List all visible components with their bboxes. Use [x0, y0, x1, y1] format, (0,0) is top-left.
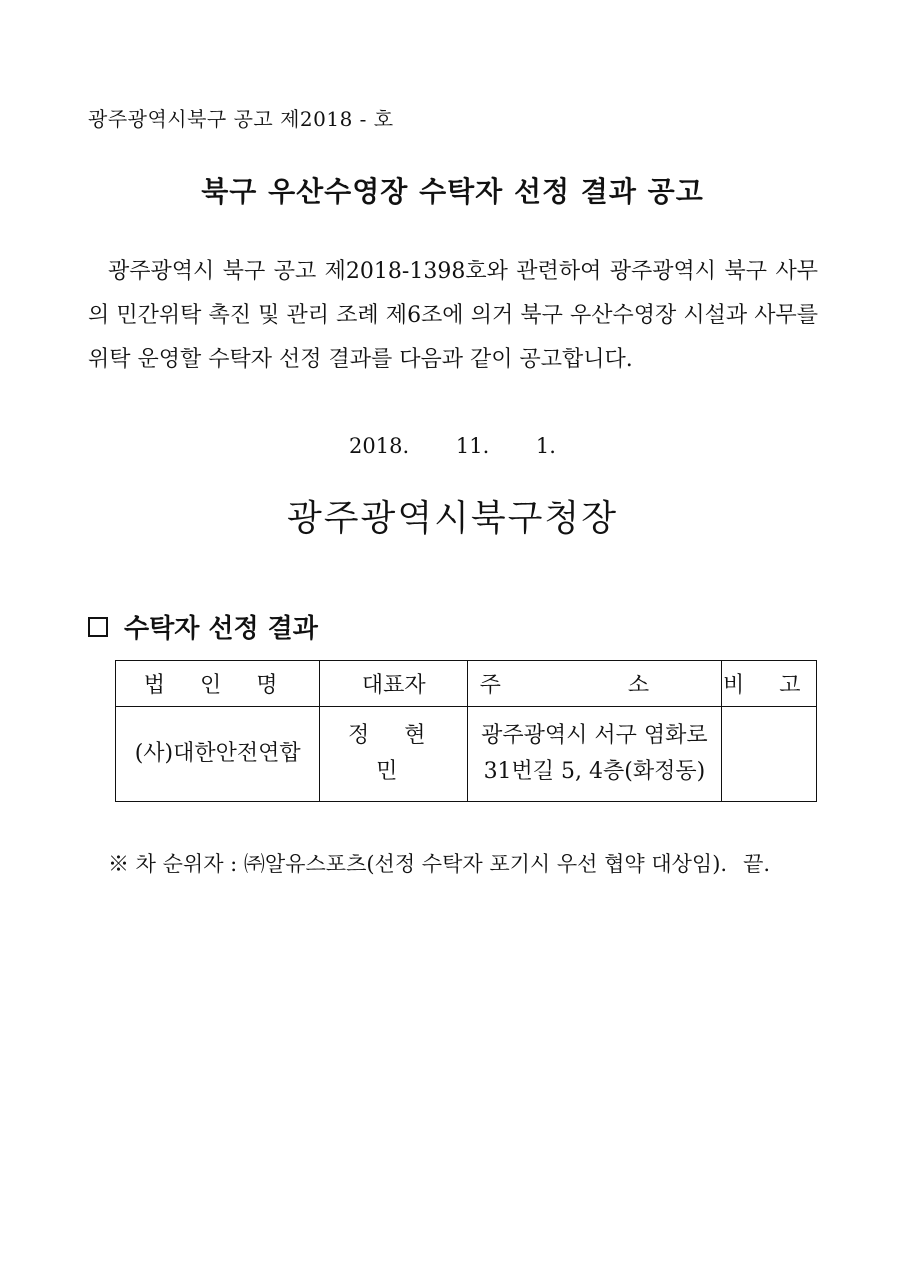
results-table	[115, 660, 817, 802]
document-title: 북구 우산수영장 수탁자 선정 결과 공고	[201, 175, 704, 208]
header-address: 주 소	[468, 661, 721, 707]
address-line-2: 31번길 5, 4층(화정동)	[483, 759, 706, 784]
checkbox-icon	[88, 617, 108, 637]
header-representative: 대표자	[320, 661, 468, 707]
section-heading	[88, 608, 318, 645]
section-heading-label: 수탁자 선정 결과	[124, 614, 318, 644]
cell-note	[721, 707, 816, 802]
notice-date: 2018. 11. 1.	[349, 434, 556, 458]
notice-number: 광주광역시북구 공고 제2018 - 호	[88, 107, 394, 131]
address-line-1: 광주광역시 서구 염화로	[481, 723, 708, 748]
cell-name: (사)대한안전연합	[116, 707, 320, 802]
cell-address	[468, 707, 721, 802]
footnote-end: 끝.	[743, 852, 771, 876]
header-name: 법 인 명	[116, 661, 320, 707]
header-note: 비 고	[721, 661, 816, 707]
footnote-text: ※ 차 순위자 : ㈜알유스포츠(선정 수탁자 포기시 우선 협약 대상임).	[108, 852, 728, 876]
cell-representative: 정 현 민	[320, 707, 468, 802]
issuer-name: 광주광역시북구청장	[287, 498, 618, 539]
table-row	[116, 707, 817, 802]
table-header-row	[116, 661, 817, 707]
footnote	[108, 848, 770, 878]
notice-body: 광주광역시 북구 공고 제2018-1398호와 관련하여 광주광역시 북구 사무의 민간위탁 촉진 및 관리 조례 제6조에 의거 북구 우산수영장 시설과 사무를 위탁 운영할 수탁자 선정 결과를 다음과 같이 공고합니다.	[88, 259, 818, 372]
